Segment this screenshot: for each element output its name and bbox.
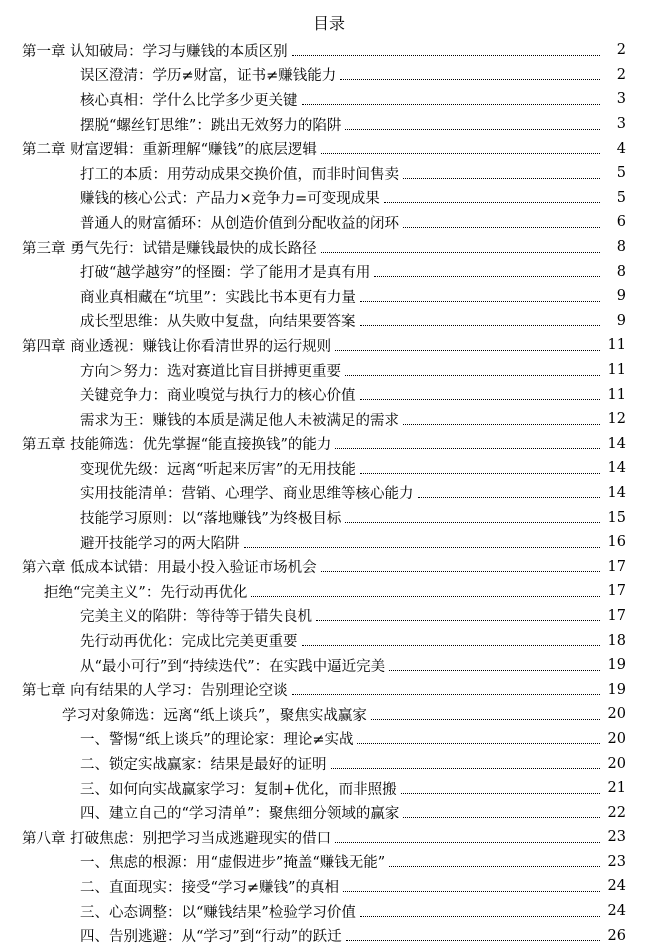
toc-chapter-entry[interactable] — [0, 136, 658, 161]
toc-chapter-entry[interactable] — [0, 235, 658, 260]
toc-section-entry[interactable] — [0, 309, 658, 334]
toc-section-entry[interactable] — [0, 382, 658, 407]
toc-page-number: 15 — [607, 509, 626, 526]
dot-leader — [321, 153, 600, 154]
toc-entry-title: 三、如何向实战赢家学习：复制+优化，而非照搬 — [80, 781, 397, 798]
toc-entry-title: 需求为王：赚钱的本质是满足他人未被满足的需求 — [80, 412, 399, 429]
toc-page-number: 11 — [607, 337, 626, 354]
toc-entry-title: 打工的本质：用劳动成果交换价值，而非时间售卖 — [80, 166, 399, 183]
toc-page-number: 24 — [607, 878, 626, 895]
toc-entry-title: 从“最小可行”到“持续迭代”：在实践中逼近完美 — [80, 658, 386, 675]
toc-page-number: 17 — [607, 558, 626, 575]
dot-leader — [331, 768, 601, 769]
toc-section-entry[interactable] — [0, 653, 658, 678]
toc-page-number: 11 — [607, 362, 626, 379]
dot-leader — [335, 350, 600, 351]
toc-page-number: 20 — [607, 706, 626, 723]
toc-entry-title: 第七章 向有结果的人学习：告别理论空谈 — [22, 683, 288, 700]
toc-page-number: 4 — [616, 140, 626, 157]
toc-page-number: 3 — [616, 91, 626, 108]
toc-section-entry[interactable] — [0, 727, 658, 752]
toc-entry-title: 三、心态调整：以“赚钱结果”检验学习价值 — [80, 904, 356, 921]
toc-section-entry[interactable] — [0, 284, 658, 309]
toc-entry-title: 二、锁定实战赢家：结果是最好的证明 — [80, 757, 327, 774]
toc-page-number: 19 — [607, 657, 626, 674]
toc-entry-title: 四、建立自己的“学习清单”：聚焦细分领域的赢家 — [80, 806, 400, 823]
dot-leader — [244, 547, 601, 548]
toc-page-number: 26 — [607, 927, 626, 944]
toc-section-entry[interactable] — [0, 87, 658, 112]
toc-page-number: 14 — [607, 460, 626, 477]
toc-page-number: 8 — [616, 263, 626, 280]
dot-leader — [403, 424, 600, 425]
toc-page-number: 3 — [616, 116, 626, 133]
toc-entry-title: 打破“越学越穷”的怪圈：学了能用才是真有用 — [80, 265, 371, 282]
toc-chapter-entry[interactable] — [0, 333, 658, 358]
toc-section-entry[interactable] — [0, 850, 658, 875]
dot-leader — [401, 793, 600, 794]
toc-section-entry[interactable] — [0, 259, 658, 284]
dot-leader — [403, 178, 600, 179]
toc-section-entry[interactable] — [0, 751, 658, 776]
toc-entry-title: 关键竞争力：商业嗅觉与执行力的核心价值 — [80, 388, 356, 405]
toc-entry-title: 一、焦虑的根源：用“虚假进步”掩盖“赚钱无能” — [80, 855, 386, 872]
toc-chapter-entry[interactable] — [0, 432, 658, 457]
dot-leader — [389, 866, 600, 867]
toc-entry-title: 第八章 打破焦虑：别把学习当成逃避现实的借口 — [22, 830, 332, 847]
toc-chapter-entry[interactable] — [0, 38, 658, 63]
toc-entry-title: 成长型思维：从失败中复盘，向结果要答案 — [80, 314, 356, 331]
toc-page-number: 23 — [607, 829, 626, 846]
toc-page-number: 17 — [607, 607, 626, 624]
toc-section-entry[interactable] — [0, 899, 658, 924]
toc-page-number: 2 — [616, 66, 626, 83]
toc-section-entry[interactable] — [0, 161, 658, 186]
toc-page-number: 16 — [607, 534, 626, 551]
toc-entry-title: 赚钱的核心公式：产品力×竞争力=可变现成果 — [80, 191, 380, 208]
toc-page-number: 12 — [607, 411, 626, 428]
toc-page-number: 14 — [607, 435, 626, 452]
toc-page-number: 5 — [616, 189, 626, 206]
toc-section-entry[interactable] — [0, 407, 658, 432]
toc-section-entry[interactable] — [0, 874, 658, 899]
toc-entry-title: 第二章 财富逻辑：重新理解“赚钱”的底层逻辑 — [22, 142, 317, 159]
dot-leader — [374, 276, 600, 277]
toc-page-number: 9 — [616, 288, 626, 305]
toc-section-entry[interactable] — [0, 776, 658, 801]
toc-section-entry[interactable] — [0, 579, 658, 604]
dot-leader — [343, 891, 600, 892]
toc-entry-title: 第三章 勇气先行：试错是赚钱最快的成长路径 — [22, 240, 317, 257]
dot-leader — [345, 375, 600, 376]
toc-entry-title: 技能学习原则：以“落地赚钱”为终极目标 — [80, 511, 342, 528]
dot-leader — [403, 227, 600, 228]
toc-page-number: 8 — [616, 239, 626, 256]
toc-entry-title: 拒绝“完美主义”：先行动再优化 — [44, 584, 248, 601]
dot-leader — [360, 473, 600, 474]
dot-leader — [346, 940, 600, 941]
dot-leader — [345, 129, 600, 130]
toc-section-entry[interactable] — [0, 210, 658, 235]
toc-page-number: 9 — [616, 312, 626, 329]
dot-leader — [360, 301, 600, 302]
toc-entry-title: 摆脱“螺丝钉思维”：跳出无效努力的陷阱 — [80, 117, 342, 134]
dot-leader — [302, 104, 601, 105]
dot-leader — [292, 694, 600, 695]
toc-page-number: 2 — [616, 42, 626, 59]
dot-leader — [403, 817, 600, 818]
toc-section-entry[interactable] — [0, 63, 658, 88]
dot-leader — [251, 596, 600, 597]
dot-leader — [360, 916, 600, 917]
toc-page-number: 21 — [607, 780, 626, 797]
toc-section-entry[interactable] — [0, 923, 658, 948]
toc-page-number: 19 — [607, 681, 626, 698]
dot-leader — [357, 743, 600, 744]
dot-leader — [384, 202, 600, 203]
toc-entry-title: 学习对象筛选：远离“纸上谈兵”，聚焦实战赢家 — [62, 707, 367, 724]
toc-entry-title: 误区澄清：学历≠财富，证书≠赚钱能力 — [80, 68, 337, 85]
toc-chapter-entry[interactable] — [0, 677, 658, 702]
toc-page-number: 24 — [607, 903, 626, 920]
toc-section-entry[interactable] — [0, 186, 658, 211]
dot-leader — [321, 571, 600, 572]
dot-leader — [360, 325, 601, 326]
toc-page-number: 17 — [607, 583, 626, 600]
toc-page-number: 5 — [616, 165, 626, 182]
dot-leader — [340, 79, 600, 80]
toc-page-number: 20 — [607, 755, 626, 772]
dot-leader — [335, 448, 600, 449]
toc-section-entry[interactable] — [0, 358, 658, 383]
toc-entry-title: 普通人的财富循环：从创造价值到分配收益的闭环 — [80, 215, 399, 232]
toc-page-number: 18 — [607, 632, 626, 649]
toc-section-entry[interactable] — [0, 505, 658, 530]
toc-section-entry[interactable] — [0, 800, 658, 825]
toc-entry-title: 实用技能清单：营销、心理学、商业思维等核心能力 — [80, 486, 414, 503]
dot-leader — [321, 252, 600, 253]
toc-entry-title: 避开技能学习的两大陷阱 — [80, 535, 240, 552]
toc-entry-title: 第五章 技能筛选：优先掌握“能直接换钱”的能力 — [22, 437, 332, 454]
toc-entry-title: 变现优先级：远离“听起来厉害”的无用技能 — [80, 461, 356, 478]
toc-section-entry[interactable] — [0, 530, 658, 555]
toc-page-number: 23 — [607, 853, 626, 870]
toc-page-number: 22 — [607, 804, 626, 821]
toc-entry-title: 一、警惕“纸上谈兵”的理论家：理论≠实战 — [80, 732, 354, 749]
toc-title: 目录 — [312, 14, 345, 33]
toc-section-entry[interactable] — [0, 456, 658, 481]
dot-leader — [418, 497, 601, 498]
toc-page-number: 20 — [607, 730, 626, 747]
toc-entry-title: 第六章 低成本试错：用最小投入验证市场机会 — [22, 560, 317, 577]
toc-entry-title: 核心真相：学什么比学多少更关键 — [80, 92, 298, 109]
toc-section-entry[interactable] — [0, 481, 658, 506]
table-of-contents — [0, 38, 658, 948]
toc-chapter-entry[interactable] — [0, 554, 658, 579]
toc-entry-title: 方向＞努力：选对赛道比盲目拼搏更重要 — [80, 363, 341, 380]
toc-page-number: 14 — [607, 484, 626, 501]
toc-section-entry[interactable] — [0, 112, 658, 137]
toc-entry-title: 先行动再优化：完成比完美更重要 — [80, 634, 298, 651]
dot-leader — [292, 55, 600, 56]
toc-entry-title: 二、直面现实：接受“学习≠赚钱”的真相 — [80, 879, 339, 896]
toc-page-number: 6 — [616, 214, 626, 231]
dot-leader — [335, 842, 600, 843]
dot-leader — [371, 719, 600, 720]
dot-leader — [345, 522, 600, 523]
dot-leader — [316, 620, 600, 621]
toc-page-number: 11 — [607, 386, 626, 403]
toc-entry-title: 商业真相藏在“坑里”：实践比书本更有力量 — [80, 289, 356, 306]
toc-chapter-entry[interactable] — [0, 825, 658, 850]
toc-entry-title: 四、告别逃避：从“学习”到“行动”的跃迁 — [80, 929, 342, 946]
toc-section-entry[interactable] — [0, 628, 658, 653]
dot-leader — [302, 645, 601, 646]
toc-section-entry[interactable] — [0, 702, 658, 727]
dot-leader — [389, 670, 600, 671]
dot-leader — [360, 399, 601, 400]
toc-entry-title: 第一章 认知破局：学习与赚钱的本质区别 — [22, 43, 288, 60]
toc-entry-title: 第四章 商业透视：赚钱让你看清世界的运行规则 — [22, 338, 332, 355]
toc-entry-title: 完美主义的陷阱：等待等于错失良机 — [80, 609, 312, 626]
toc-section-entry[interactable] — [0, 604, 658, 629]
